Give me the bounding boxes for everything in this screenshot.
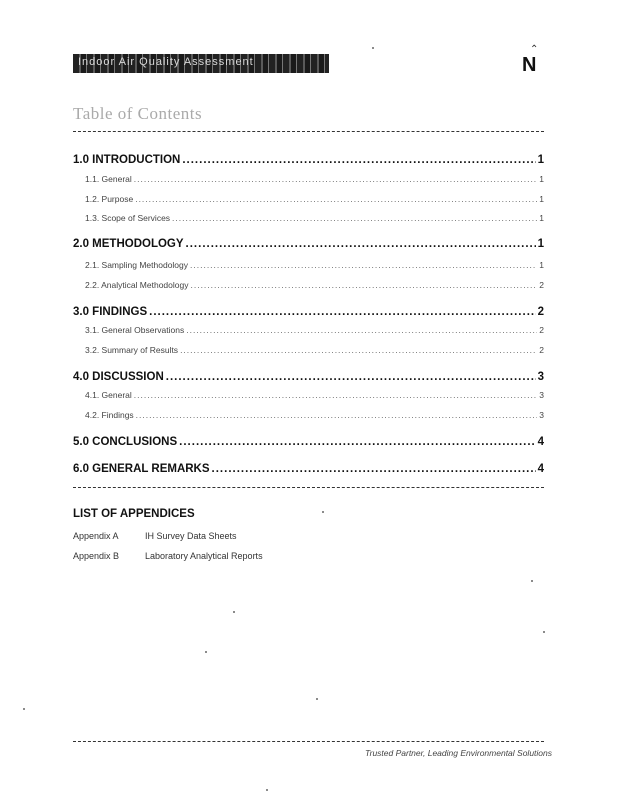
toc-entry-label: 2.1. Sampling Methodology [85,260,189,270]
toc-entry-label: 1.0 INTRODUCTION [73,154,181,166]
toc-entry-conclusions[interactable] [73,436,544,448]
toc-entry-discussion-findings[interactable] [73,410,544,420]
toc-entry-page: 4 [537,463,544,475]
toc-entry-page: 3 [537,371,544,383]
appendix-key: Appendix A [73,531,119,541]
appendix-value: IH Survey Data Sheets [145,531,237,541]
footer-divider [73,741,544,742]
logo-mark-icon: ⌃ [530,44,539,55]
toc-top-divider [73,131,544,132]
toc-bottom-divider [73,487,544,488]
toc-entry-label: 4.1. General [85,390,132,400]
appendix-key: Appendix B [73,551,120,561]
toc-entry-page: 1 [537,154,544,166]
toc-title: Table of Contents [73,104,203,123]
toc-entry-discussion-general[interactable] [73,390,544,400]
appendix-row[interactable] [73,531,237,541]
toc-entry-page: 3 [539,410,544,420]
toc-entry-label: 3.2. Summary of Results [85,345,179,355]
toc-entry-label: 4.2. Findings [85,410,134,420]
scan-speck [543,631,545,633]
scan-speck [23,708,25,710]
toc-entry-page: 1 [539,213,544,223]
toc-entry-general-remarks[interactable] [73,463,544,475]
toc-entry-purpose[interactable] [73,194,544,204]
scan-speck [372,47,374,49]
toc-entry-label: 2.0 METHODOLOGY [73,238,184,250]
header-band-text: Indoor Air Quality Assessment [78,56,254,68]
toc-entry-label: 2.2. Analytical Methodology [85,280,189,290]
toc-entry-findings[interactable] [73,306,544,318]
toc-entry-discussion[interactable] [73,371,544,383]
toc-entry-summary-of-results[interactable] [73,345,544,355]
scan-speck [531,580,533,582]
toc-entry-general[interactable] [73,174,544,184]
toc-entry-label: 4.0 DISCUSSION [73,371,164,383]
toc-entry-page: 1 [539,194,544,204]
toc-entry-label: 6.0 GENERAL REMARKS [73,463,210,475]
appendix-value: Laboratory Analytical Reports [145,551,263,561]
toc-entry-page: 4 [537,436,544,448]
footer-tagline: Trusted Partner, Leading Environmental Solutions [365,748,552,758]
scan-speck [322,511,324,513]
toc-entry-label: 1.2. Purpose [85,194,134,204]
toc-entry-label: 3.0 FINDINGS [73,306,148,318]
toc-entry-label: 3.1. General Observations [85,325,185,335]
scan-speck [205,651,207,653]
toc-entry-page: 1 [539,260,544,270]
scan-speck [266,789,268,791]
toc-entry-label: 1.1. General [85,174,132,184]
appendix-row[interactable] [73,551,263,561]
toc-entry-sampling-methodology[interactable] [73,260,544,270]
toc-entry-page: 2 [539,280,544,290]
toc-entry-analytical-methodology[interactable] [73,280,544,290]
toc-entry-general-observations[interactable] [73,325,544,335]
toc-entry-page: 2 [537,306,544,318]
toc-entry-label: 1.3. Scope of Services [85,213,171,223]
toc-entry-methodology[interactable] [73,238,544,250]
scan-speck [233,611,235,613]
appendices-title: LIST OF APPENDICES [73,508,195,520]
company-logo: N [522,54,537,76]
toc-entry-page: 2 [539,345,544,355]
toc-entry-page: 1 [537,238,544,250]
scan-speck [316,698,318,700]
toc-entry-label: 5.0 CONCLUSIONS [73,436,178,448]
toc-entry-page: 2 [539,325,544,335]
toc-entry-scope-of-services[interactable] [73,213,544,223]
toc-entry-page: 3 [539,390,544,400]
toc-entry-introduction[interactable] [73,154,544,166]
toc-entry-page: 1 [539,174,544,184]
